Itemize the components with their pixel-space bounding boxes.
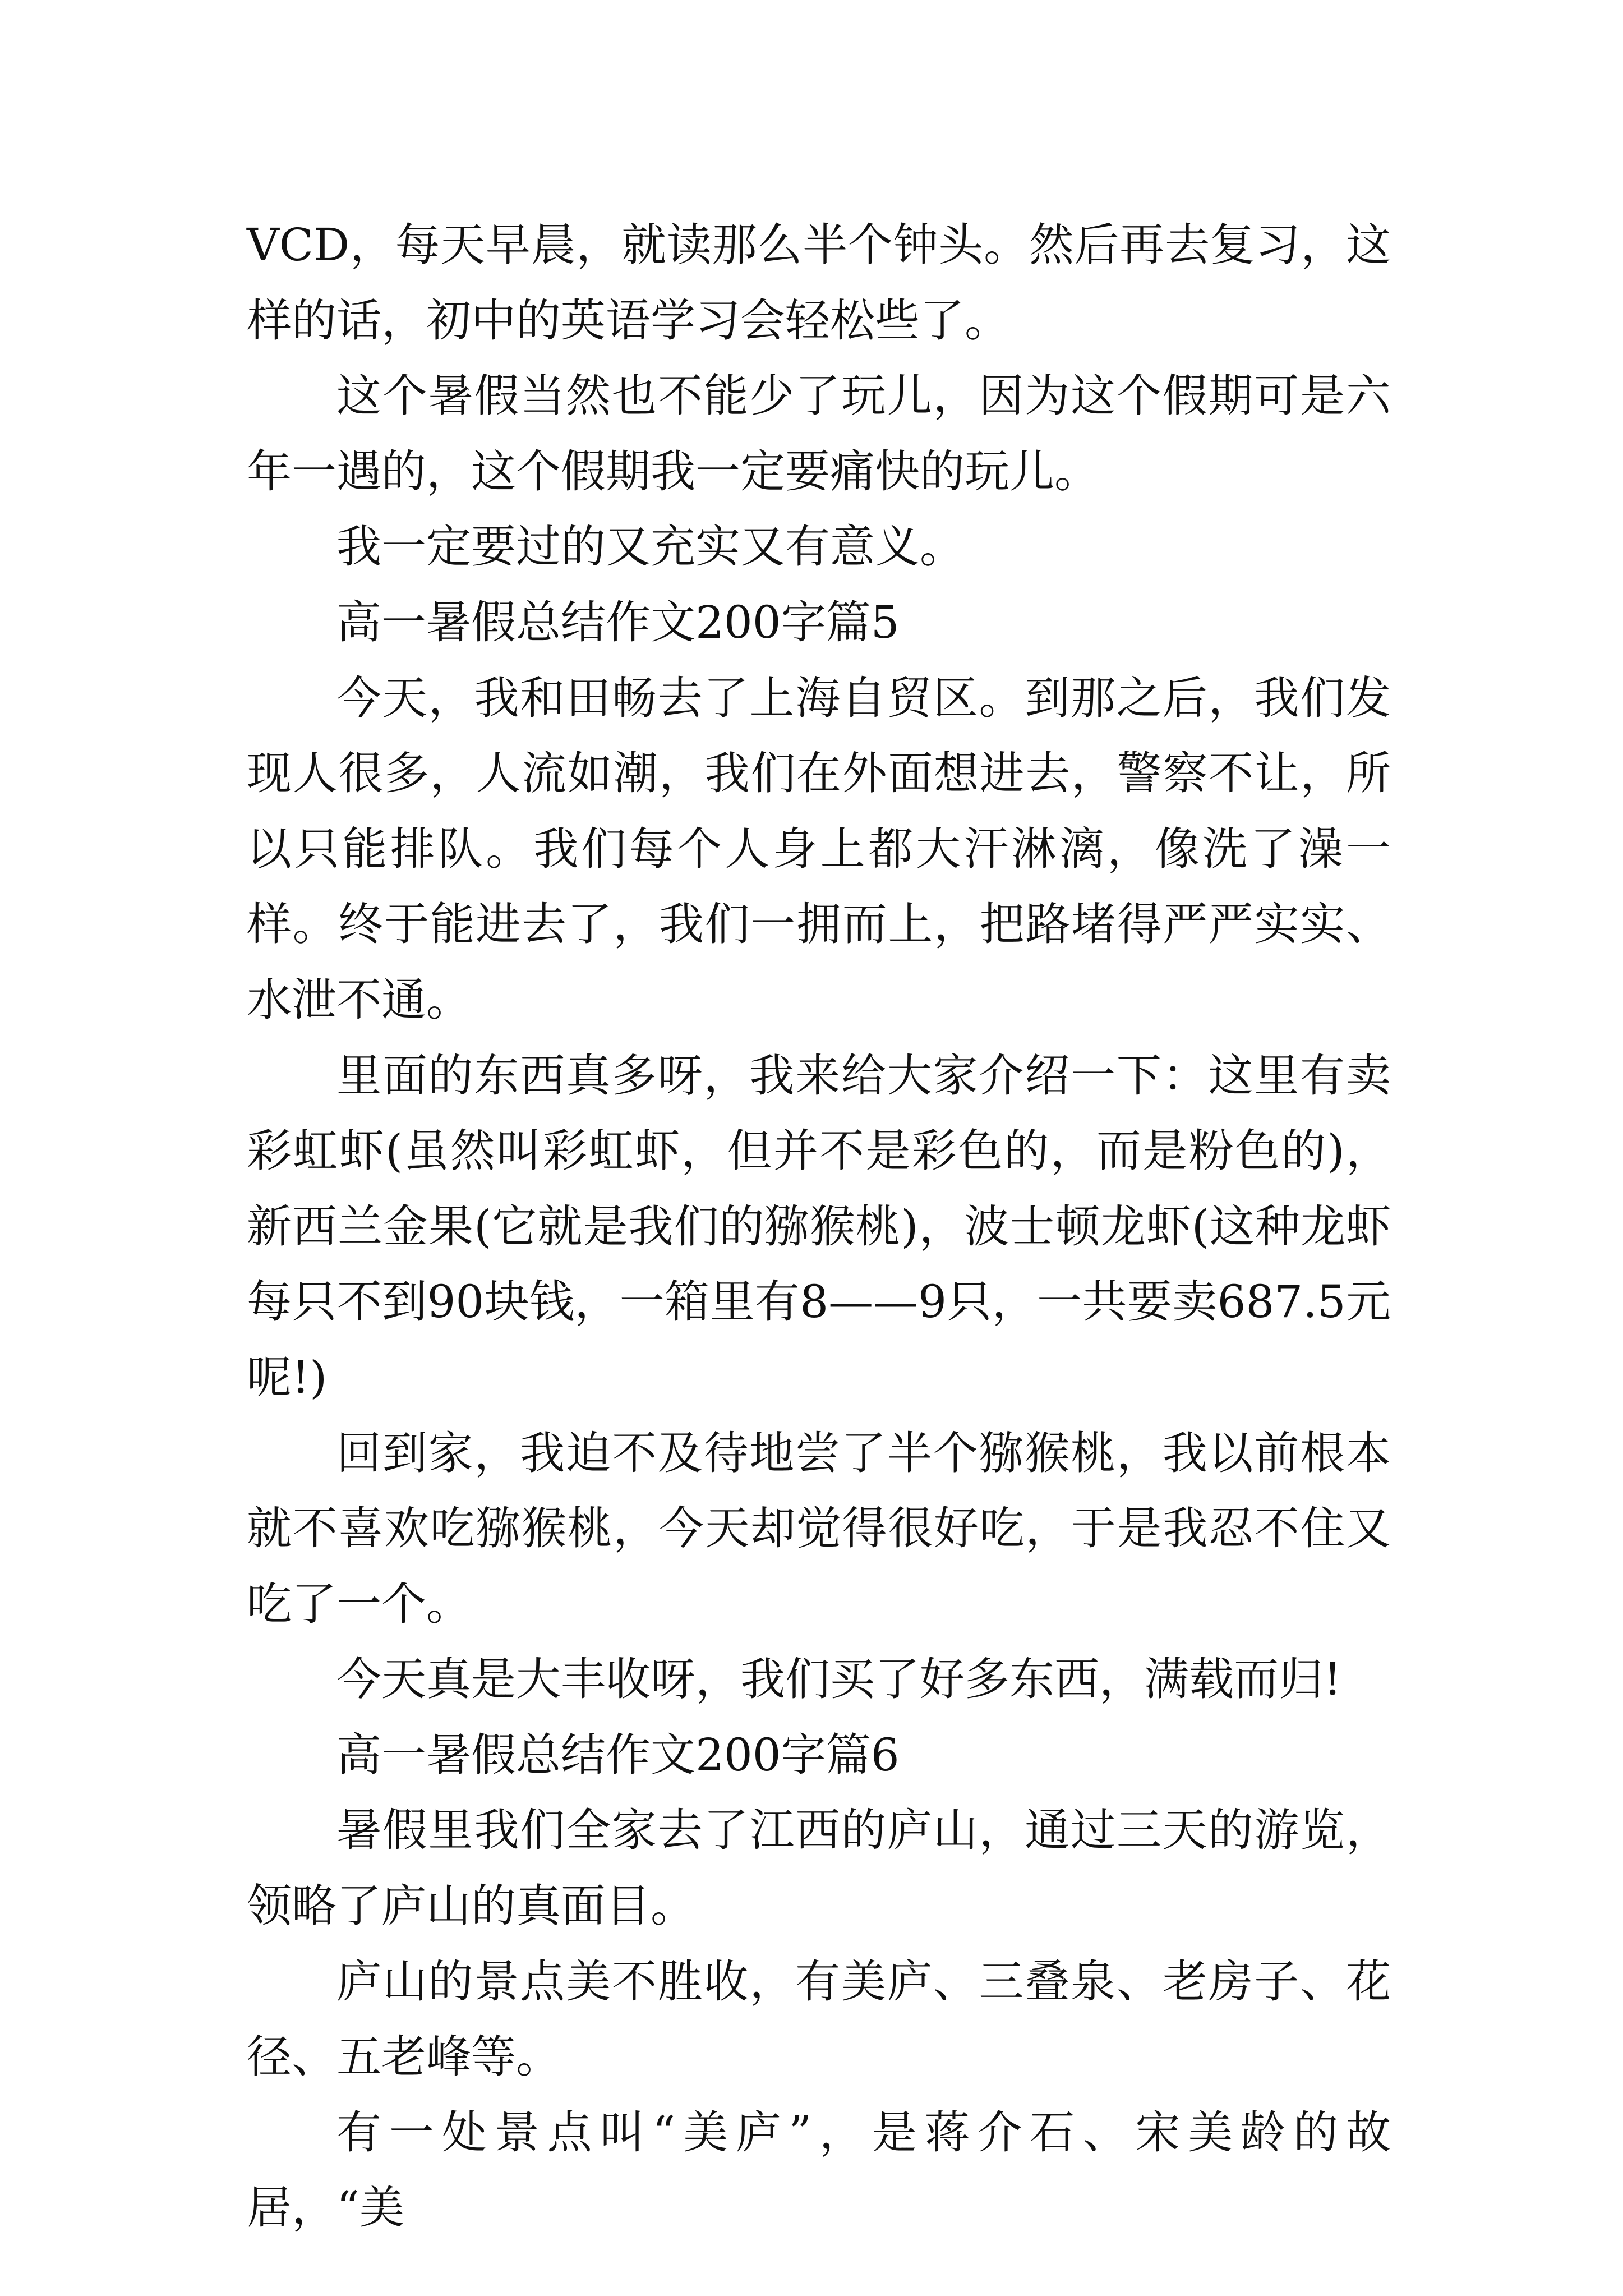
paragraph: 暑假里我们全家去了江西的庐山，通过三天的游览，领略了庐山的真面目。	[247, 1804, 1391, 1932]
paragraph: 回到家，我迫不及待地尝了半个猕猴桃，我以前根本就不喜欢吃猕猴桃，今天却觉得很好吃，于是我忍不住又吃了一个。	[247, 1427, 1391, 1630]
paragraph: 里面的东西真多呀，我来给大家介绍一下：这里有卖彩虹虾(虽然叫彩虹虾，但并不是彩色的，而是粉色的)，新西兰金果(它就是我们的猕猴桃)，波士顿龙虾(这种龙虾每只不到90块钱，一箱里有8——9只，一共要卖687.5元呢!)	[247, 1049, 1391, 1404]
document-body	[247, 208, 1391, 2246]
paragraph: 庐山的景点美不胜收，有美庐、三叠泉、老房子、花径、五老峰等。	[247, 1955, 1391, 2083]
section-heading-5: 高一暑假总结作文200字篇5	[336, 596, 900, 648]
paragraph: 我一定要过的又充实又有意义。	[336, 521, 965, 573]
paragraph: 今天真是大丰收呀，我们买了好多东西，满载而归!	[336, 1653, 1342, 1706]
paragraph: 今天，我和田畅去了上海自贸区。到那之后，我们发现人很多，人流如潮，我们在外面想进去，警察不让，所以只能排队。我们每个人身上都大汗淋漓，像洗了澡一样。终于能进去了，我们一拥而上，把路堵得严严实实、水泄不通。	[247, 671, 1391, 1026]
section-heading-6: 高一暑假总结作文200字篇6	[336, 1728, 900, 1781]
paragraph-continued: VCD，每天早晨，就读那么半个钟头。然后再去复习，这样的话，初中的英语学习会轻松些了。	[247, 219, 1391, 347]
paragraph: 有一处景点叫“美庐”，是蒋介石、宋美龄的故居，“美	[247, 2106, 1391, 2234]
paragraph: 这个暑假当然也不能少了玩儿，因为这个假期可是六年一遇的，这个假期我一定要痛快的玩儿。	[247, 370, 1391, 498]
